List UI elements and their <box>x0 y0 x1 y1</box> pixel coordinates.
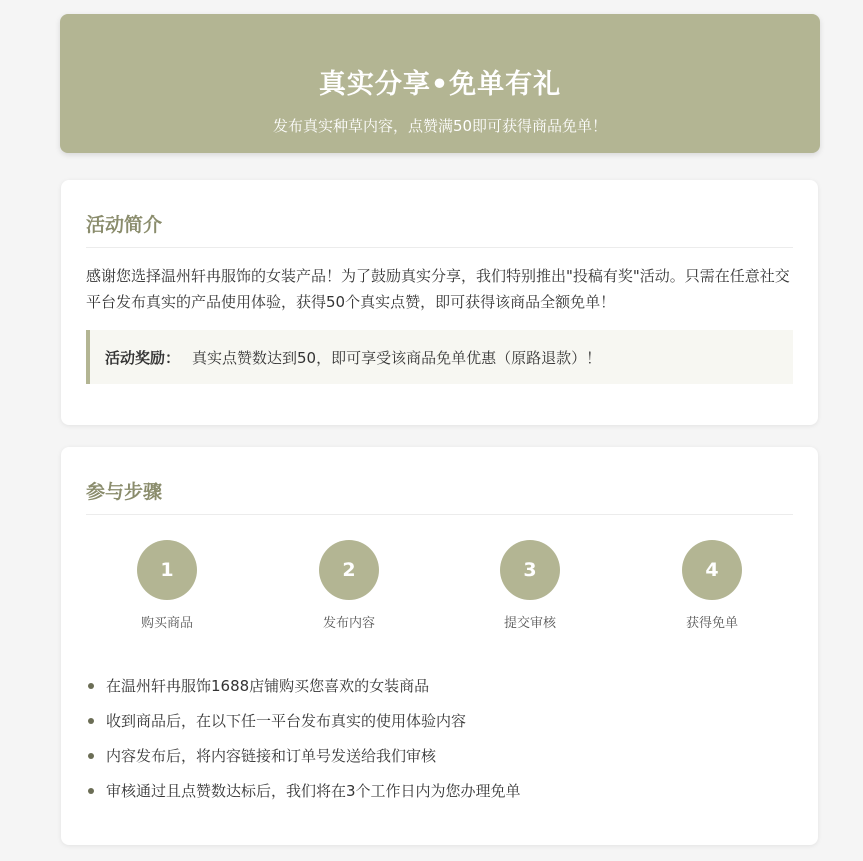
list-item-text: 内容发布后，将内容链接和订单号发送给我们审核 <box>106 747 437 765</box>
list-item <box>86 743 793 778</box>
list-item <box>86 708 793 743</box>
list-item <box>86 673 793 708</box>
step-2 <box>289 540 409 631</box>
bullet-dot-icon <box>88 788 94 794</box>
bullet-dot-icon <box>88 718 94 724</box>
steps-title: 参与步骤 <box>86 481 163 503</box>
list-item-text: 审核通过且点赞数达标后，我们将在3个工作日内为您办理免单 <box>106 782 521 800</box>
steps-card <box>61 447 818 845</box>
step-number-circle: 4 <box>682 540 742 600</box>
intro-title: 活动简介 <box>86 214 163 236</box>
banner-title: 真实分享•免单有礼 <box>318 69 562 100</box>
banner-subtitle: 发布真实种草内容，点赞满50即可获得商品免单！ <box>272 117 608 135</box>
intro-card <box>61 180 818 425</box>
step-3 <box>470 540 590 631</box>
steps-row <box>86 540 793 640</box>
step-label: 发布内容 <box>322 616 375 631</box>
bullet-dot-icon <box>88 683 94 689</box>
hero-banner <box>60 14 820 153</box>
steps-detail-list <box>86 673 793 813</box>
reward-box <box>86 330 793 384</box>
step-1 <box>107 540 227 631</box>
step-4 <box>652 540 772 631</box>
intro-text: 感谢您选择温州轩冉服饰的女装产品！为了鼓励真实分享，我们特别推出"投稿有奖"活动。只需在任意社交平台发布真实的产品使用体验，获得50个真实点赞，即可获得该商品全额免单！ <box>86 267 790 311</box>
list-item <box>86 778 793 813</box>
steps-divider <box>86 514 793 515</box>
step-number-circle: 2 <box>319 540 379 600</box>
step-label: 购买商品 <box>140 616 193 631</box>
reward-text: 真实点赞数达到50，即可享受该商品免单优惠（原路退款）！ <box>192 348 602 367</box>
step-label: 提交审核 <box>503 616 556 631</box>
step-number-circle: 3 <box>500 540 560 600</box>
step-label: 获得免单 <box>685 616 738 631</box>
intro-divider <box>86 247 793 248</box>
step-number-circle: 1 <box>137 540 197 600</box>
list-item-text: 在温州轩冉服饰1688店铺购买您喜欢的女装商品 <box>106 677 430 695</box>
reward-label: 活动奖励： <box>105 348 181 367</box>
bullet-dot-icon <box>88 753 94 759</box>
list-item-text: 收到商品后，在以下任一平台发布真实的使用体验内容 <box>106 712 467 730</box>
